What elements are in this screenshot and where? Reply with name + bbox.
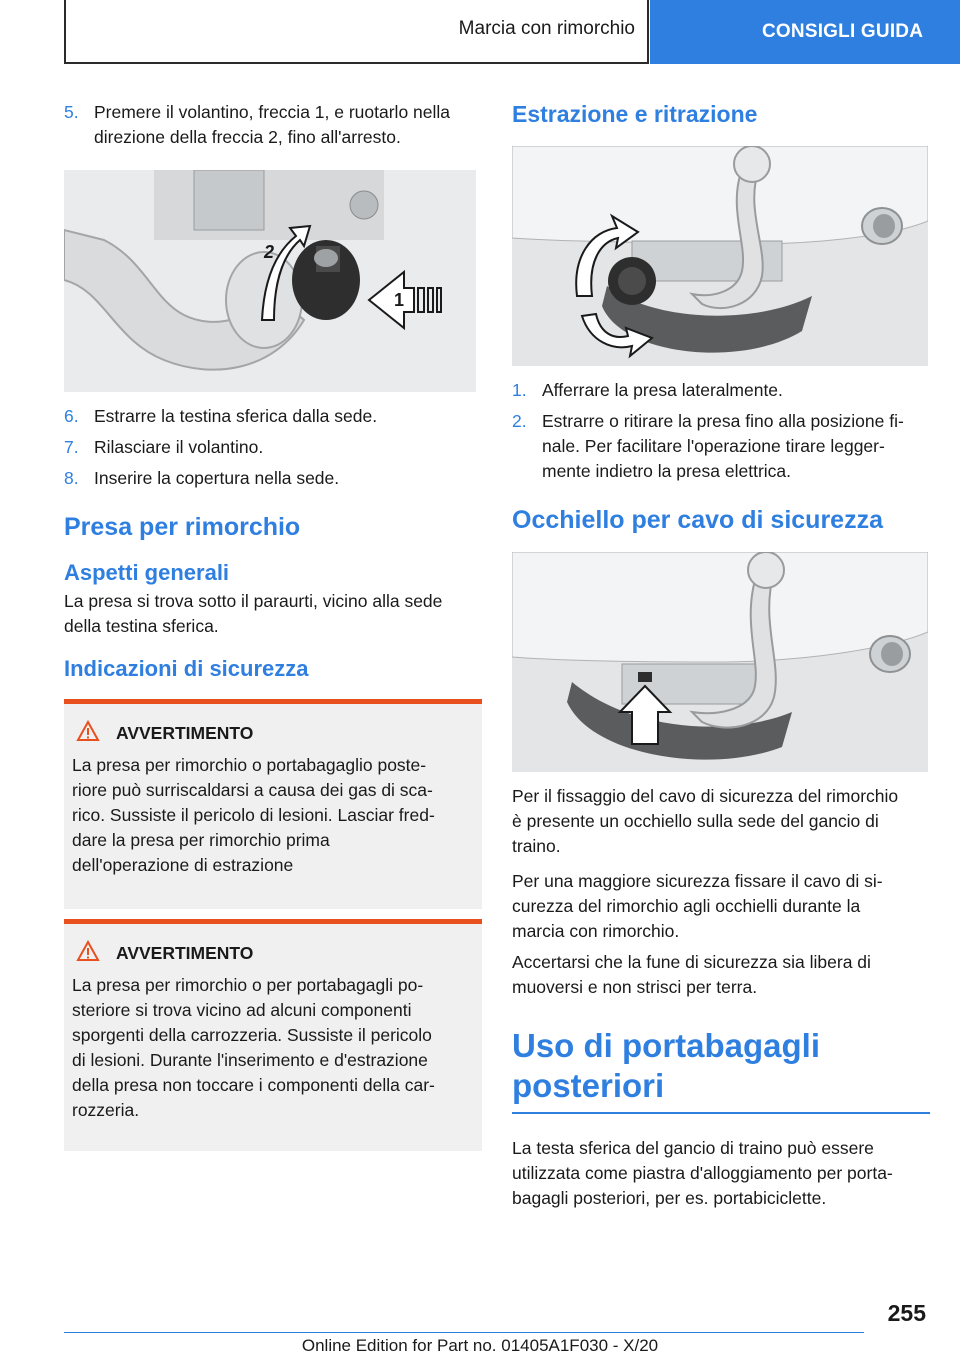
figure-safety-eyelet (512, 552, 928, 772)
chapter-tab[interactable]: CONSIGLI GUIDA (650, 0, 960, 64)
paragraph-fissaggio: Per il fissaggio del cavo di sicurezza del rimorchio è presente un occhiello sulla sede del gancio di traino. (512, 786, 899, 856)
right-column (512, 100, 930, 1211)
step-number: 6. (64, 406, 79, 426)
heading-underline (512, 1112, 930, 1114)
step-number: 1. (512, 380, 527, 400)
safety-eyelet-illustration (512, 552, 928, 772)
warning-title: AVVERTIMENTO (72, 940, 472, 967)
step-number: 7. (64, 437, 79, 457)
heading-aspetti: Aspetti generali (64, 560, 230, 585)
step-text: Inserire la copertura nella sede. (94, 468, 340, 488)
steps-list-b (64, 404, 482, 491)
warning-triangle-icon (76, 940, 116, 967)
heading-uso-portabagagli: Uso di portabagagli posteriori (512, 1027, 821, 1104)
figure-socket-extraction (512, 146, 928, 366)
tow-ball-release-illustration (64, 170, 476, 392)
heading-indicazioni: Indicazioni di sicurezza (64, 656, 309, 681)
steps-list-right (512, 378, 930, 484)
list-item (64, 100, 482, 150)
warning-box-2 (64, 919, 482, 1151)
paragraph-portabagagli: La testa sferica del gancio di traino può essere utilizzata come piastra d'alloggiamento per porta- bagagli posteriori, per es. portabiciclette. (512, 1138, 893, 1208)
list-item (512, 378, 930, 403)
footer-rule (64, 1332, 864, 1333)
steps-list-a (64, 100, 482, 150)
paragraph-aspetti: La presa si trova sotto il paraurti, vicino alla sede della testina sferica. (64, 591, 443, 636)
footer-edition: Online Edition for Part no. 01405A1F030 - X/20 (301, 1336, 659, 1355)
step-text: Afferrare la presa lateralmente. (542, 380, 783, 400)
warning-text: La presa per rimorchio o portabagaglio poste- riore può surriscaldarsi a causa dei gas di sca- rico. Sussiste il pericolo di lesioni. Lasciar fred- dare la presa per rimorchio prima dell'operazione di estrazione (72, 755, 435, 875)
fig-label-1: 1 (394, 290, 405, 310)
section-title: Marcia con rimorchio (458, 18, 635, 39)
step-number: 8. (64, 468, 79, 488)
warning-box-1 (64, 699, 482, 909)
figure-tow-ball-release (64, 170, 476, 392)
heading-occhiello: Occhiello per cavo di sicurezza (512, 506, 883, 534)
step-number: 5. (64, 102, 79, 122)
list-item (64, 435, 482, 460)
list-item (64, 466, 482, 491)
socket-extraction-illustration (512, 146, 928, 366)
fig-label-2: 2 (264, 242, 275, 262)
paragraph-sicurezza: Per una maggiore sicurezza fissare il cavo di si- curezza del rimorchio agli occhielli durante la marcia con rimorchio. (512, 871, 883, 941)
header-frame (64, 0, 649, 64)
step-text: Estrarre la testina sferica dalla sede. (94, 406, 378, 426)
paragraph-fune: Accertarsi che la fune di sicurezza sia libera di muoversi e non strisci per terra. (512, 952, 871, 997)
page-number: 255 (887, 1300, 926, 1326)
list-item (64, 404, 482, 429)
step-number: 2. (512, 411, 527, 431)
step-text: Estrarre o ritirare la presa fino alla posizione fi- nale. Per facilitare l'operazione tirare legger- mente indietro la presa elettrica. (542, 411, 904, 481)
warning-text: La presa per rimorchio o per portabagagli po- steriore si trova vicino ad alcuni componenti sporgenti della carrozzeria. Sussiste il pericolo di lesioni. Durante l'inserimento e d'estrazione della presa non toccare i componenti della car- rozzeria. (72, 975, 435, 1120)
list-item (512, 409, 930, 484)
warning-triangle-icon (76, 720, 116, 747)
warning-title: AVVERTIMENTO (72, 720, 472, 747)
heading-estrazione: Estrazione e ritrazione (512, 101, 758, 127)
step-text: Premere il volantino, freccia 1, e ruotarlo nella direzione della freccia 2, fino all'arresto. (94, 102, 451, 147)
heading-presa: Presa per rimorchio (64, 513, 301, 541)
left-column (64, 100, 482, 1151)
step-text: Rilasciare il volantino. (94, 437, 264, 457)
